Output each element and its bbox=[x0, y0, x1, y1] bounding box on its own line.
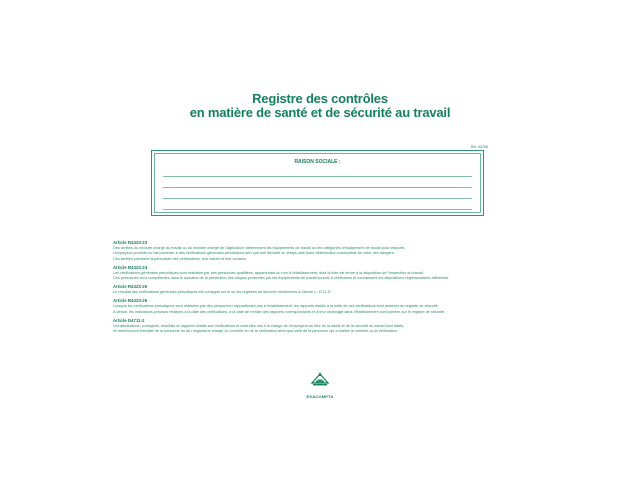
article-text: Les attestations, consignes, résultats et rapports relatifs aux vérifications et contrôles mis à la charge de l'employeur au titre de la santé et de la sécurité au travail sont datés. bbox=[113, 323, 405, 328]
article-text: Ils mentionnent l'identité de la personne ou de l'organisme chargé du contrôle ou de la vérification ainsi que celle de la personne qui a réalisé le contrôle ou la vérification. bbox=[113, 329, 398, 334]
title-line-2: en matière de santé et de sécurité au travail bbox=[189, 105, 451, 120]
article-title: Article R4323-23 bbox=[113, 240, 148, 245]
article-title: Article R4323-25 bbox=[113, 284, 148, 290]
article-text: l'employeur procède ou fait procéder à des vérifications générales périodiques afin que soit décelée en temps utile toute détérioration susceptible de créer des dangers. bbox=[113, 251, 395, 256]
write-line-1[interactable] bbox=[163, 176, 472, 177]
document-title bbox=[0, 92, 640, 120]
legal-articles bbox=[113, 240, 543, 334]
raison-sociale-box bbox=[151, 150, 484, 216]
raison-sociale-inner-border bbox=[154, 153, 481, 213]
title-line-1: Registre des contrôles bbox=[252, 91, 388, 106]
article-text: Le résultat des vérifications générales périodiques est consigné sur le ou les registres de sécurité mentionnés à l'article L. 4711-5. bbox=[113, 290, 332, 295]
article-text: A défaut, les indications précises relatives à la date des vérifications, à la date de remise des rapports correspondants et à leur archivage dans l'établissement sont portées sur le registre de sécurité. bbox=[113, 309, 446, 314]
raison-sociale-label: RAISON SOCIALE : bbox=[294, 159, 341, 165]
write-line-2[interactable] bbox=[163, 187, 472, 188]
article-text: Des arrêtés du ministre chargé du travail ou du ministre chargé de l'agriculture déterminent les équipements de travail ou les catégories d'équipement de travail pour lesquels bbox=[113, 246, 405, 250]
article-text: Lorsque les vérifications périodiques sont réalisées par des personnes n'appartenant pas à l'établissement, les rapports établis à la suite de ces vérifications sont annexés au registre de sécurité. bbox=[113, 304, 439, 309]
write-line-4[interactable] bbox=[163, 209, 472, 210]
article-text: Ces arrêtés précisent la périodicité des vérifications, leur nature et leur contenu. bbox=[113, 256, 248, 261]
exacompta-logo-icon bbox=[310, 370, 330, 388]
article-text: Ces personnes sont compétentes dans le domaine de la prévention des risques présentés par les équipements de travail soumis à vérification et connaissent les dispositions réglementaires afférentes. bbox=[113, 276, 450, 281]
article-title: Article R4323-26 bbox=[113, 298, 148, 304]
article-title: Article R4323-24 bbox=[113, 264, 148, 270]
reference-number: Réf. 66768 bbox=[470, 145, 488, 149]
write-line-3[interactable] bbox=[163, 198, 472, 199]
exacompta-logo bbox=[300, 370, 340, 399]
brand-name: EXACOMPTA bbox=[306, 394, 334, 399]
article-text: Les vérifications générales périodiques sont réalisées par des personnes qualifiées, appartenant ou non à l'établissement, dont la liste est tenue à la disposition de l'inspection du travail. bbox=[113, 270, 424, 275]
article-title: Article D4711-2 bbox=[113, 317, 145, 323]
